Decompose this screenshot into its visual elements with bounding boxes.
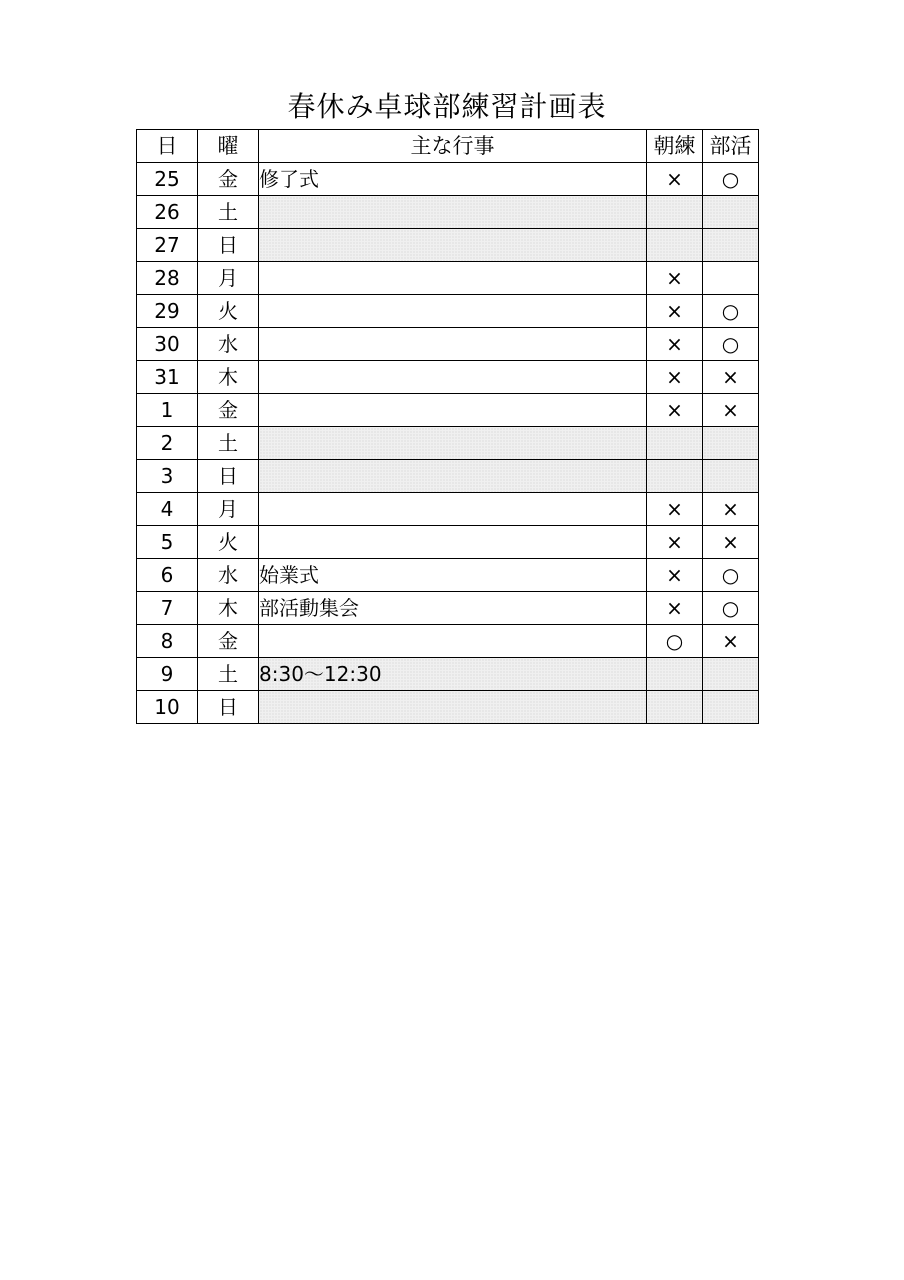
club-activity-cell <box>703 460 759 493</box>
weekday-cell: 金 <box>198 625 259 658</box>
weekday-cell: 木 <box>198 592 259 625</box>
club-activity-cell: × <box>703 625 759 658</box>
weekday-cell: 木 <box>198 361 259 394</box>
club-activity-cell: ○ <box>703 592 759 625</box>
event-cell <box>259 328 647 361</box>
table-row <box>137 295 759 328</box>
table-row <box>137 328 759 361</box>
morning-practice-cell <box>647 658 703 691</box>
day-cell: 31 <box>137 361 198 394</box>
day-cell: 5 <box>137 526 198 559</box>
morning-practice-cell: × <box>647 394 703 427</box>
event-cell: 部活動集会 <box>259 592 647 625</box>
day-cell: 25 <box>137 163 198 196</box>
morning-practice-cell <box>647 460 703 493</box>
club-activity-cell: × <box>703 394 759 427</box>
table-row <box>137 361 759 394</box>
event-cell <box>259 427 647 460</box>
weekday-cell: 金 <box>198 394 259 427</box>
club-activity-cell <box>703 658 759 691</box>
header-morning-practice: 朝練 <box>647 130 703 163</box>
header-day: 日 <box>137 130 198 163</box>
weekday-cell: 月 <box>198 493 259 526</box>
day-cell: 6 <box>137 559 198 592</box>
club-activity-cell: ○ <box>703 328 759 361</box>
table-row <box>137 691 759 724</box>
header-weekday: 曜 <box>198 130 259 163</box>
event-cell <box>259 295 647 328</box>
event-cell <box>259 460 647 493</box>
table-row <box>137 526 759 559</box>
weekday-cell: 金 <box>198 163 259 196</box>
header-club-activity: 部活 <box>703 130 759 163</box>
weekday-cell: 土 <box>198 658 259 691</box>
table-row <box>137 625 759 658</box>
day-cell: 10 <box>137 691 198 724</box>
day-cell: 26 <box>137 196 198 229</box>
event-cell <box>259 526 647 559</box>
event-cell <box>259 262 647 295</box>
club-activity-cell: × <box>703 526 759 559</box>
event-cell <box>259 625 647 658</box>
weekday-cell: 土 <box>198 196 259 229</box>
table-row <box>137 262 759 295</box>
morning-practice-cell <box>647 691 703 724</box>
morning-practice-cell: × <box>647 493 703 526</box>
day-cell: 2 <box>137 427 198 460</box>
event-cell <box>259 691 647 724</box>
club-activity-cell <box>703 262 759 295</box>
morning-practice-cell: × <box>647 559 703 592</box>
weekday-cell: 日 <box>198 229 259 262</box>
morning-practice-cell: × <box>647 295 703 328</box>
day-cell: 29 <box>137 295 198 328</box>
event-cell: 8:30～12:30 <box>259 658 647 691</box>
event-cell <box>259 493 647 526</box>
table-row <box>137 394 759 427</box>
day-cell: 4 <box>137 493 198 526</box>
table-row <box>137 229 759 262</box>
day-cell: 28 <box>137 262 198 295</box>
club-activity-cell <box>703 229 759 262</box>
event-cell <box>259 229 647 262</box>
day-cell: 27 <box>137 229 198 262</box>
club-activity-cell <box>703 196 759 229</box>
schedule-table <box>136 129 759 724</box>
event-cell <box>259 196 647 229</box>
club-activity-cell: ○ <box>703 163 759 196</box>
event-cell: 修了式 <box>259 163 647 196</box>
weekday-cell: 日 <box>198 691 259 724</box>
table-row <box>137 592 759 625</box>
morning-practice-cell <box>647 229 703 262</box>
morning-practice-cell: × <box>647 262 703 295</box>
weekday-cell: 土 <box>198 427 259 460</box>
morning-practice-cell <box>647 427 703 460</box>
event-cell <box>259 361 647 394</box>
morning-practice-cell: × <box>647 163 703 196</box>
day-cell: 9 <box>137 658 198 691</box>
weekday-cell: 火 <box>198 526 259 559</box>
weekday-cell: 水 <box>198 559 259 592</box>
table-row <box>137 559 759 592</box>
club-activity-cell: × <box>703 493 759 526</box>
table-row <box>137 658 759 691</box>
table-row <box>137 163 759 196</box>
morning-practice-cell: ○ <box>647 625 703 658</box>
club-activity-cell: ○ <box>703 295 759 328</box>
club-activity-cell <box>703 427 759 460</box>
header-event: 主な行事 <box>259 130 647 163</box>
club-activity-cell: × <box>703 361 759 394</box>
weekday-cell: 水 <box>198 328 259 361</box>
event-cell <box>259 394 647 427</box>
morning-practice-cell <box>647 196 703 229</box>
table-row <box>137 460 759 493</box>
club-activity-cell: ○ <box>703 559 759 592</box>
club-activity-cell <box>703 691 759 724</box>
day-cell: 7 <box>137 592 198 625</box>
morning-practice-cell: × <box>647 361 703 394</box>
day-cell: 3 <box>137 460 198 493</box>
morning-practice-cell: × <box>647 526 703 559</box>
morning-practice-cell: × <box>647 592 703 625</box>
header-row <box>137 130 759 163</box>
weekday-cell: 月 <box>198 262 259 295</box>
schedule-body <box>137 163 759 724</box>
weekday-cell: 日 <box>198 460 259 493</box>
day-cell: 8 <box>137 625 198 658</box>
morning-practice-cell: × <box>647 328 703 361</box>
weekday-cell: 火 <box>198 295 259 328</box>
day-cell: 30 <box>137 328 198 361</box>
page-title: 春休み卓球部練習計画表 <box>287 90 607 123</box>
table-row <box>137 493 759 526</box>
table-row <box>137 427 759 460</box>
day-cell: 1 <box>137 394 198 427</box>
table-row <box>137 196 759 229</box>
event-cell: 始業式 <box>259 559 647 592</box>
